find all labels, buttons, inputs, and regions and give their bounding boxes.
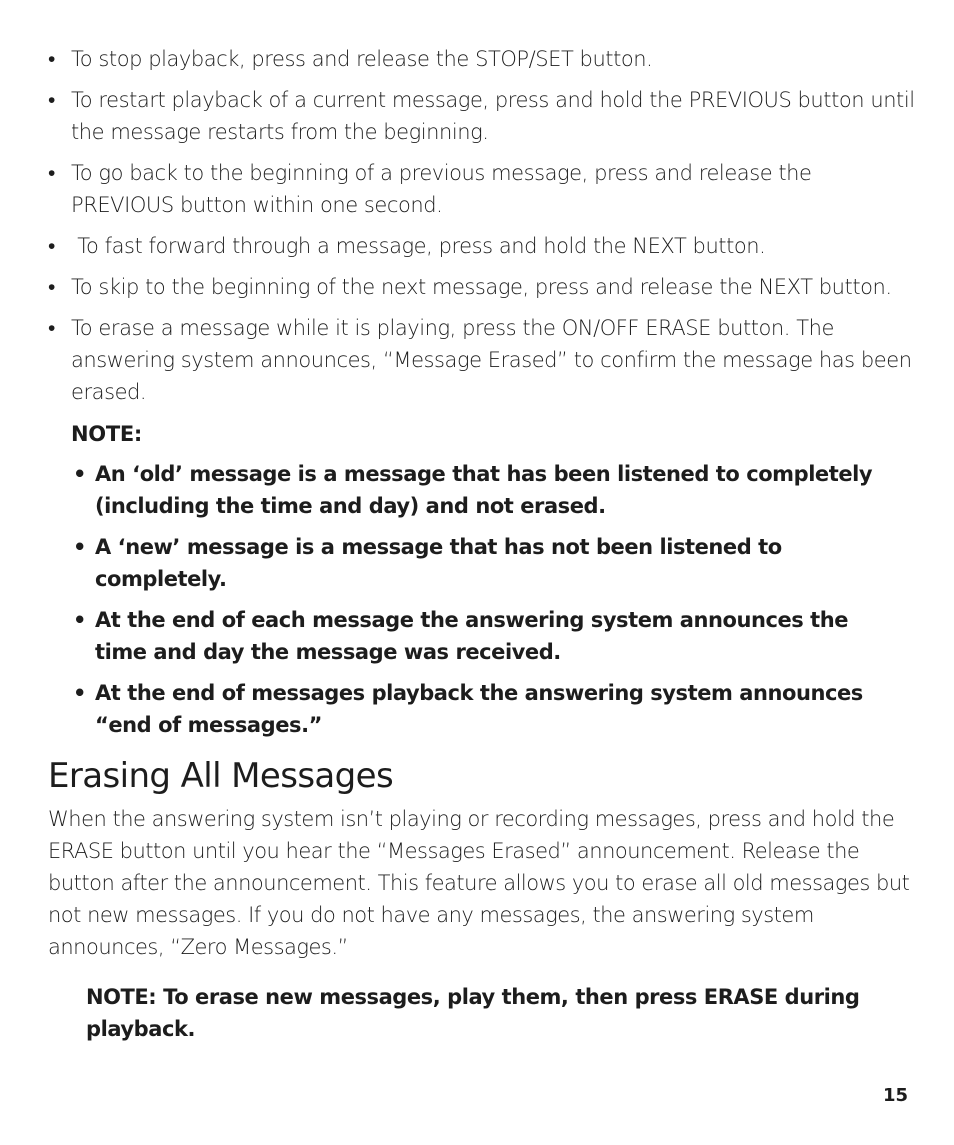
instruction-text: To fast forward through a message, press and hold the NEXT button. bbox=[71, 234, 766, 258]
list-item bbox=[48, 230, 918, 262]
list-item bbox=[73, 458, 873, 522]
list-item bbox=[48, 271, 918, 303]
bullet-icon: • bbox=[73, 681, 86, 705]
instruction-text: To skip to the beginning of the next message, press and release the NEXT button. bbox=[71, 275, 892, 299]
list-item bbox=[48, 312, 918, 408]
note-list bbox=[73, 458, 873, 750]
bullet-icon: • bbox=[73, 462, 86, 486]
list-item bbox=[73, 604, 873, 668]
note-text: An ‘old’ message is a message that has been listened to completely (including the time and day) and not erased. bbox=[95, 462, 873, 518]
bullet-icon: • bbox=[73, 535, 86, 559]
note-text: At the end of messages playback the answering system announces “end of messages.” bbox=[95, 681, 863, 737]
instruction-text: To restart playback of a current message, press and hold the PREVIOUS button until the message restarts from the beginning. bbox=[71, 88, 915, 144]
note-text: At the end of each message the answering system announces the time and day the message was received. bbox=[95, 608, 849, 664]
bullet-icon: • bbox=[48, 316, 55, 340]
bullet-icon: • bbox=[48, 234, 55, 258]
bullet-icon: • bbox=[48, 275, 55, 299]
bullet-icon: • bbox=[48, 47, 55, 71]
bullet-icon: • bbox=[48, 88, 55, 112]
list-item bbox=[48, 43, 918, 75]
note-text: A ‘new’ message is a message that has not been listened to completely. bbox=[95, 535, 782, 591]
bullet-icon: • bbox=[73, 608, 86, 632]
note-label: NOTE: bbox=[71, 422, 142, 446]
list-item bbox=[73, 531, 873, 595]
list-item bbox=[48, 157, 918, 221]
page-number: 15 bbox=[883, 1085, 909, 1106]
playback-instruction-list bbox=[48, 43, 918, 417]
list-item bbox=[48, 84, 918, 148]
instruction-text: To erase a message while it is playing, press the ON/OFF ERASE button. The answering system announces, “Message Erased” to confirm the message has been erased. bbox=[71, 316, 912, 404]
erase-note: NOTE: To erase new messages, play them, then press ERASE during playback. bbox=[86, 985, 860, 1041]
section-title: Erasing All Messages bbox=[48, 756, 394, 796]
instruction-text: To go back to the beginning of a previous message, press and release the PREVIOUS button within one second. bbox=[71, 161, 812, 217]
list-item bbox=[73, 677, 873, 741]
section-body: When the answering system isn’t playing or recording messages, press and hold the ERASE button until you hear the “Messages Erased” announcement. Release the button after the announcement. This feature allows you to erase all old messages but not new messages. If you do not have any messages, the answering system announces, “Zero Messages.” bbox=[48, 807, 910, 959]
instruction-text: To stop playback, press and release the STOP/SET button. bbox=[71, 47, 653, 71]
bullet-icon: • bbox=[48, 161, 55, 185]
